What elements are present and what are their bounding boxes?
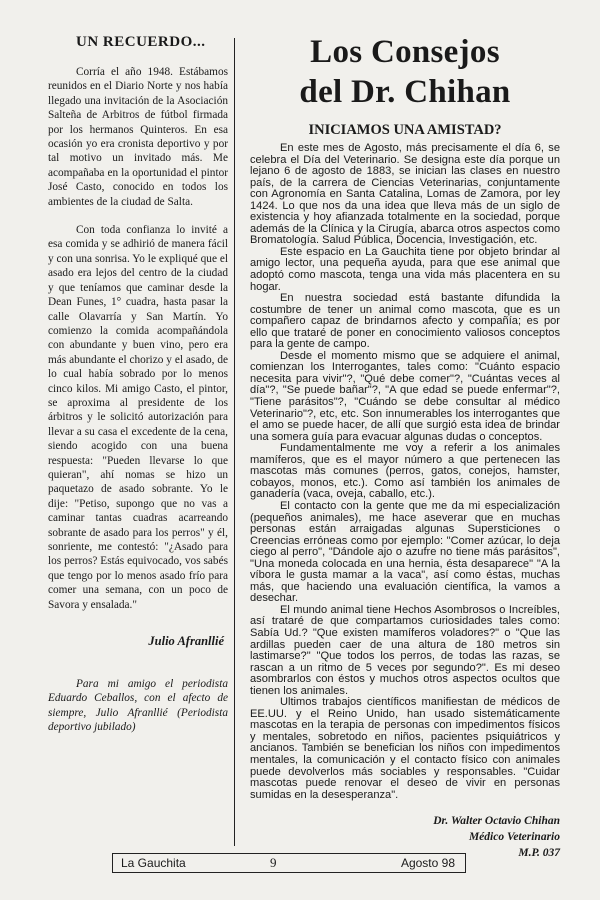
- article-paragraph: En este mes de Agosto, más precisamente el día 6, se celebra el Día del Veterinario. Se designa este día porque un lejano 6 de agosto de 1883, se inician las clases en nuestro país, de la carrera de Ciencias Veterinarias, conjuntamente con Agronomía en Santa Catalina, Lomas de Zamora, por ley 1424. Lo que nos da una idea que lleva más de un siglo de existencia y hoy afianzada totalmente en la sociedad, porque además de la Clínica y la Cirugía, abarca otros aspectos como Bromatología. Salud Pública, Docencia, Investigación, etc.: [250, 142, 560, 247]
- article-title-line1: Los Consejos: [310, 34, 500, 70]
- article-paragraph: En nuestra sociedad está bastante difundida la costumbre de tener un animal como mascota, que es un compañero capaz de brindarnos afecto y compañía; es por ello que trataré de poner en conocimiento valiosos conceptos para la gente de campo.: [250, 292, 560, 351]
- page-footer: [112, 853, 466, 873]
- left-column: [48, 34, 228, 735]
- recuerdo-title: UN RECUERDO...: [76, 34, 206, 50]
- recuerdo-signature: Julio Afranllié: [148, 634, 224, 649]
- article-paragraph: Ultimos trabajos científicos manifiestan de médicos de EE.UU. y el Reino Unido, han usado sistemáticamente mascotas en la terapia de personas con impedimentos físicos y mentales, sobretodo en niños, pacientes psiquiátricos y ancianos. También se benefician los niños con impedimentos mentales, la comunicación y el contacto físico con animales puede devolverlos más sociables y responsables. "Cuidar mascotas puede renovar el deseo de vivir en personas sumidas en la desesperanza".: [250, 696, 560, 801]
- article-paragraph: Desde el momento mismo que se adquiere el animal, comienzan los Interrogantes, tales como: "Cuánto espacio necesita para vivir"?, "Qué debe comer"?, "Cuántas veces al día"?, "Se puede bañar"?, "A que edad se puede enfermar"?, "Tiene parásitos"?, "Cuándo se debe consultar al médico Veterinario"?, etc, etc. Son innumerables los interrogantes que el amo se puede hacer, de allí que surgió esta idea de brindar una somera guía para evacuar algunas dudas o conceptos.: [250, 349, 560, 443]
- column-divider: [234, 38, 235, 846]
- article-title: [250, 32, 560, 112]
- article-paragraph: Este espacio en La Gauchita tiene por objeto brindar al amigo lector, una pequeña ayuda, para que ese animal que adoptó como mascota, tenga una vida más placentera en su hogar.: [250, 245, 560, 293]
- article-title-line2: del Dr. Chihan: [299, 74, 511, 110]
- author-title: Médico Veterinario: [468, 831, 560, 844]
- author-name: Dr. Walter Octavio Chihan: [433, 815, 560, 828]
- right-column: [250, 32, 560, 861]
- article-paragraph: El contacto con la gente que me da mi especialización (pequeños animales), me hace aseverar que en muchas personas están arraigadas algunas Supersticiones o Creencias erróneas como por ejemplo: "Comer azúcar, lo deja ciego al perro", "Dándole ajo o azufre no tiene más parásitos", "Una moneda colocada en una hernia, ésta desaparece" "A la víbora le gusta mamar a la vaca", así como éstas, muchas más, que haciendo una evaluación científica, la vamos a desechar.: [250, 499, 560, 605]
- article-subtitle: INICIAMOS UNA AMISTAD?: [308, 122, 502, 138]
- footer-date: Agosto 98: [400, 856, 455, 870]
- footer-publication: La Gauchita: [121, 856, 186, 870]
- recuerdo-paragraph: Con toda confianza lo invité a esa comida y se adhirió de manera fácil y con una sonrisa. Yo le expliqué que el asado era lejos del centro de la ciudad y que teníamos que caminar desde la Dean Funes, 1° cuadra, hasta pasar la calle Olavarría y San Martín. Yo comienzo la comida acompañándola con abundante y buen vino, pero era más abundante el chorizo y el asado, de lo cual había sobrado por lo menos cinco kilos. Mi amigo Casto, el pintor, se aproxima al presidente de los árbitros y le solicitó autorización para llevar a su casa el excedente de la cena, siendo acogido con una buena respuesta: "Pueden llevarse lo que quieran", ahí nomas se hizo un paquetazo de asado sobrante. Yo le dije: "Petiso, supongo que no vas a caminar tantas cuadras acarreando sobrante de asado para los perros" y él, sonriente, me contestó: "¿Asado para los perros? Estás equivocado, vos sabés que tengo por lo menos asado frío para comer una semana, con un poco de Savora y ensalada.": [48, 224, 228, 611]
- article-paragraph: El mundo animal tiene Hechos Asombrosos o Increíbles, así trataré de que compartamos curiosidades tales como: Sabía Ud.? "Que existen mamíferos voladores?" o "Que las ardillas pueden caer de una altura de 180 metros sin lastimarse?" "Que todos los perros, de todas las razas, se rascan a un ritmo de 5 veces por segundo?". Es mi deseo asombrarlos con éstos y muchos otros aspectos ocultos que tienen los animales.: [250, 603, 560, 697]
- recuerdo-paragraph: Corría el año 1948. Estábamos reunidos en el Diario Norte y nos había llegado una invitación de la Asociación Salteña de Arbitros de fútbol firmada por los hermanos Quinteros. En esa ocasión yo era cronista deportivo y por tal motivo un invitado más. Me acompañaba en la oportunidad el pintor José Casto, conocido en todos los ambientes de la ciudad de Salta.: [48, 66, 228, 208]
- recuerdo-dedication: Para mi amigo el periodista Eduardo Ceballos, con el afecto de siempre, Julio Afranllié (Periodista deportivo jubilado): [48, 678, 228, 734]
- footer-page-number: 9: [270, 855, 277, 870]
- article-paragraph: Fundamentalmente me voy a referir a los animales mamíferos, que es el mayor número a que pertenecen las mascotas más comunes (perros, gatos, conejos, hamster, cobayos, monos, etc.). Como así también los animales de ganadería (vaca, oveja, caballo, etc.).: [250, 442, 560, 501]
- author-registration: M.P. 037: [518, 847, 560, 860]
